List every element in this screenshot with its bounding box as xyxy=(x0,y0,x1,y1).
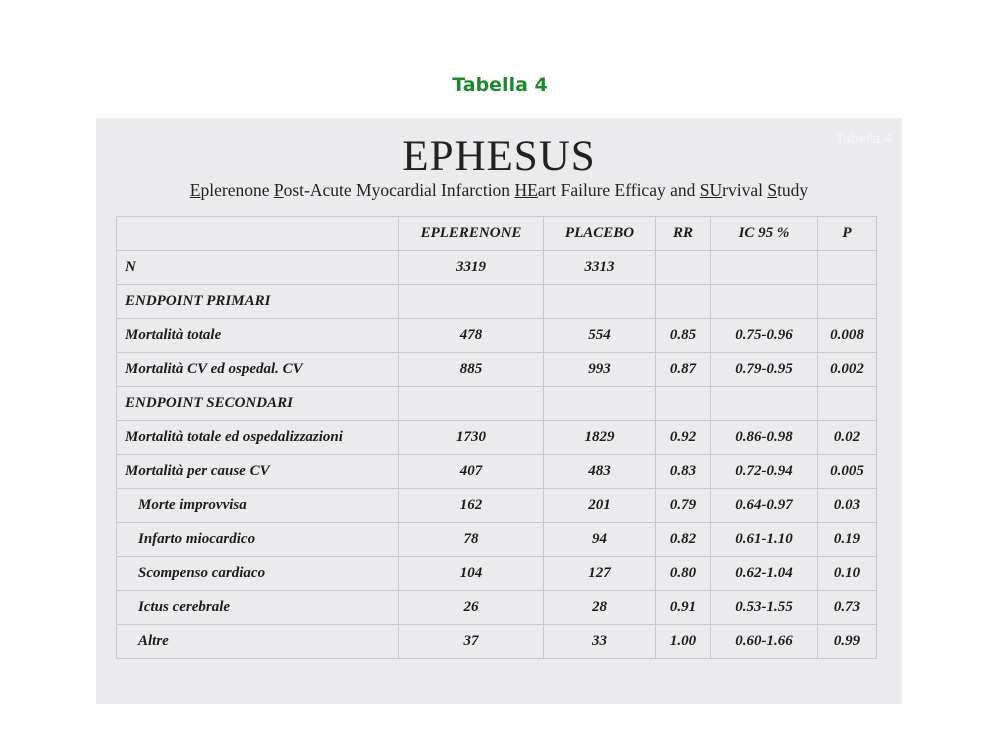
table-cell: 0.60-1.66 xyxy=(711,625,818,659)
table-cell: 0.82 xyxy=(656,523,711,557)
table-row xyxy=(117,285,877,319)
table-row xyxy=(117,625,877,659)
table-cell: 483 xyxy=(544,455,656,489)
slide-title: EPHESUS xyxy=(402,133,596,180)
table-cell: 0.75-0.96 xyxy=(711,319,818,353)
table-cell: 0.10 xyxy=(818,557,877,591)
table-cell xyxy=(399,285,544,319)
subtitle-text: plerenone xyxy=(200,180,274,200)
row-label: Morte improvvisa xyxy=(117,489,399,523)
table-cell: 478 xyxy=(399,319,544,353)
table-cell: 0.99 xyxy=(818,625,877,659)
table-cell: 0.53-1.55 xyxy=(711,591,818,625)
table-cell: 26 xyxy=(399,591,544,625)
table-cell: 993 xyxy=(544,353,656,387)
table-cell xyxy=(656,387,711,421)
table-cell xyxy=(711,251,818,285)
table-cell xyxy=(399,387,544,421)
table-cell: 554 xyxy=(544,319,656,353)
table-cell: 28 xyxy=(544,591,656,625)
subtitle-initial: P xyxy=(273,180,284,200)
table-cell: 0.79 xyxy=(656,489,711,523)
table-row xyxy=(117,251,877,285)
table-cell: 0.85 xyxy=(656,319,711,353)
table-cell: 1829 xyxy=(544,421,656,455)
slide-subtitle xyxy=(96,180,902,201)
table-row xyxy=(117,489,877,523)
table-cell: 0.002 xyxy=(818,353,877,387)
subtitle-initial: E xyxy=(189,180,201,200)
table-cell: 0.72-0.94 xyxy=(711,455,818,489)
table-cell: 0.92 xyxy=(656,421,711,455)
column-header: PLACEBO xyxy=(544,217,656,251)
table-row xyxy=(117,523,877,557)
table-cell: 0.87 xyxy=(656,353,711,387)
subtitle-text: art Failure Efficay and xyxy=(537,180,700,200)
subtitle-initial: HE xyxy=(514,180,538,200)
table-cell xyxy=(711,285,818,319)
slide xyxy=(96,118,902,704)
table-cell: 3313 xyxy=(544,251,656,285)
row-label: Mortalità per cause CV xyxy=(117,455,399,489)
table-cell: 1730 xyxy=(399,421,544,455)
column-header: IC 95 % xyxy=(711,217,818,251)
table-row xyxy=(117,455,877,489)
table-cell: 104 xyxy=(399,557,544,591)
table-cell: 78 xyxy=(399,523,544,557)
table-cell: 0.19 xyxy=(818,523,877,557)
row-label: Mortalità totale xyxy=(117,319,399,353)
table-row xyxy=(117,353,877,387)
table-cell: 33 xyxy=(544,625,656,659)
table-caption: Tabella 4 xyxy=(452,74,548,96)
row-label: ENDPOINT SECONDARI xyxy=(117,387,399,421)
table-cell: 0.005 xyxy=(818,455,877,489)
table-row xyxy=(117,557,877,591)
results-table xyxy=(116,216,877,659)
table-row xyxy=(117,591,877,625)
table-cell: 0.02 xyxy=(818,421,877,455)
subtitle-text: tudy xyxy=(777,180,809,200)
watermark-label: Tabella 4 xyxy=(835,130,892,146)
table-cell: 0.86-0.98 xyxy=(711,421,818,455)
table-cell: 162 xyxy=(399,489,544,523)
table-cell: 0.008 xyxy=(818,319,877,353)
table-cell xyxy=(544,285,656,319)
table-cell xyxy=(544,387,656,421)
row-label: Mortalità CV ed ospedal. CV xyxy=(117,353,399,387)
table-cell: 0.73 xyxy=(818,591,877,625)
table-cell: 0.64-0.97 xyxy=(711,489,818,523)
table-cell: 0.79-0.95 xyxy=(711,353,818,387)
row-label: Ictus cerebrale xyxy=(117,591,399,625)
table-header-row xyxy=(117,217,877,251)
row-label: Altre xyxy=(117,625,399,659)
subtitle-initial: S xyxy=(767,180,778,200)
table-cell: 0.03 xyxy=(818,489,877,523)
table-cell xyxy=(656,251,711,285)
table-cell xyxy=(818,285,877,319)
table-cell: 3319 xyxy=(399,251,544,285)
table-cell: 885 xyxy=(399,353,544,387)
table-row xyxy=(117,421,877,455)
table-row xyxy=(117,387,877,421)
table-cell: 37 xyxy=(399,625,544,659)
table-cell: 0.91 xyxy=(656,591,711,625)
table-row xyxy=(117,319,877,353)
table-cell: 407 xyxy=(399,455,544,489)
subtitle-text: ost-Acute Myocardial Infarction xyxy=(283,180,515,200)
subtitle-text: rvival xyxy=(722,180,768,200)
table-cell xyxy=(818,251,877,285)
row-label: Mortalità totale ed ospedalizzazioni xyxy=(117,421,399,455)
table-cell: 127 xyxy=(544,557,656,591)
column-header xyxy=(117,217,399,251)
row-label: N xyxy=(117,251,399,285)
table-cell xyxy=(711,387,818,421)
column-header: RR xyxy=(656,217,711,251)
row-label: Infarto miocardico xyxy=(117,523,399,557)
column-header: EPLERENONE xyxy=(399,217,544,251)
table-cell: 0.61-1.10 xyxy=(711,523,818,557)
row-label: Scompenso cardiaco xyxy=(117,557,399,591)
table-cell xyxy=(656,285,711,319)
table-cell xyxy=(818,387,877,421)
results-table-body xyxy=(117,217,877,659)
table-cell: 201 xyxy=(544,489,656,523)
table-cell: 1.00 xyxy=(656,625,711,659)
column-header: P xyxy=(818,217,877,251)
table-cell: 0.83 xyxy=(656,455,711,489)
table-cell: 0.62-1.04 xyxy=(711,557,818,591)
table-cell: 0.80 xyxy=(656,557,711,591)
table-cell: 94 xyxy=(544,523,656,557)
row-label: ENDPOINT PRIMARI xyxy=(117,285,399,319)
subtitle-initial: SU xyxy=(699,180,723,200)
